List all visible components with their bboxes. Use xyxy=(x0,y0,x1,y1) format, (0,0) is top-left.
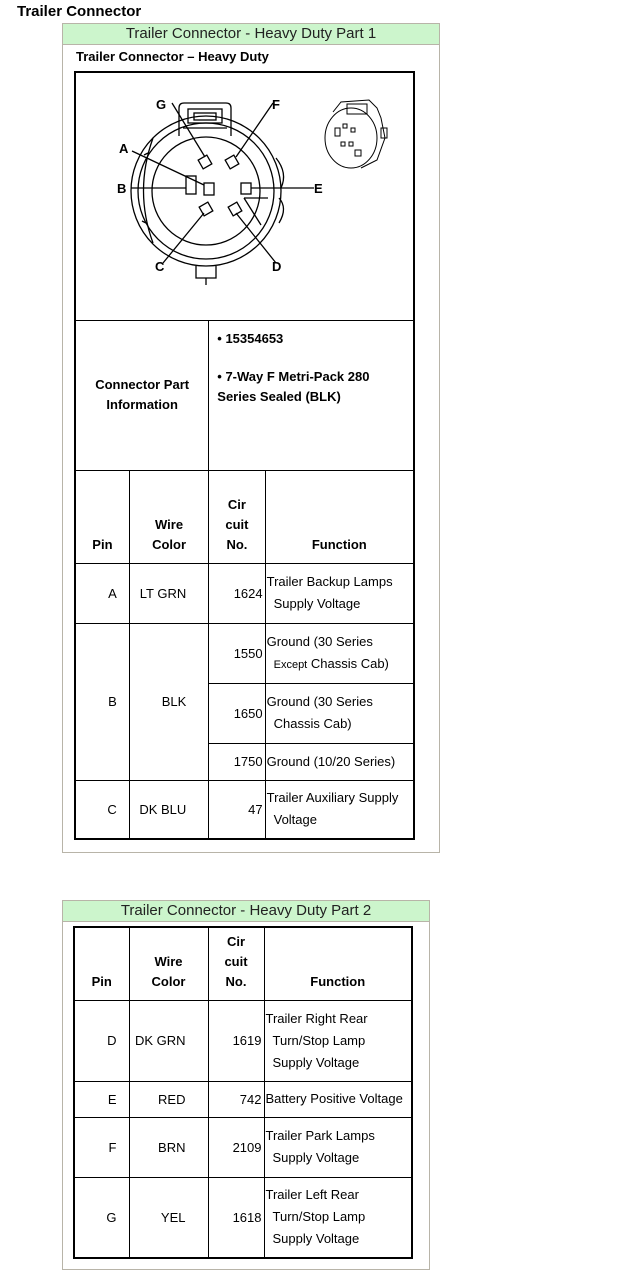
col-pin: Pin xyxy=(75,470,129,563)
function: Trailer Park Lamps Supply Voltage xyxy=(264,1117,412,1177)
col-wire-color: Wire Color xyxy=(129,927,208,1000)
function: Trailer Auxiliary Supply Voltage xyxy=(265,780,414,839)
pin-label-g: G xyxy=(156,97,167,113)
wire-color: DK GRN xyxy=(129,1000,208,1081)
part-description: • 7-Way F Metri-Pack 280 Series Sealed (BLK) xyxy=(217,368,370,404)
wire-color: LT GRN xyxy=(129,563,208,623)
circuit-no: 1550 xyxy=(209,623,265,683)
pin-label-f: F xyxy=(272,97,280,113)
function: Trailer Right Rear Turn/Stop Lamp Supply Voltage xyxy=(264,1000,412,1081)
function: Ground (30 Series Except Chassis Cab) xyxy=(265,623,414,683)
function: Battery Positive Voltage xyxy=(264,1081,412,1117)
col-function: Function xyxy=(264,927,412,1000)
circuit-no: 1618 xyxy=(208,1177,264,1258)
table-row xyxy=(75,563,414,623)
page-title: Trailer Connector xyxy=(17,3,142,20)
pin: F xyxy=(74,1117,129,1177)
part2-header: Trailer Connector - Heavy Duty Part 2 xyxy=(63,901,429,922)
part2-table xyxy=(73,926,413,1259)
wire-color: YEL xyxy=(129,1177,208,1258)
part1-subtitle: Trailer Connector – Heavy Duty xyxy=(76,49,269,64)
pin-label-b: B xyxy=(117,181,127,197)
connector-diagram-cell xyxy=(75,72,414,320)
pin: G xyxy=(74,1177,129,1258)
pin-label-a: A xyxy=(119,141,129,157)
wire-color: BRN xyxy=(129,1117,208,1177)
function: Ground (30 Series Chassis Cab) xyxy=(265,683,414,743)
pin-label-d: D xyxy=(272,259,282,275)
part1-panel xyxy=(62,23,440,853)
function: Ground (10/20 Series) xyxy=(265,743,414,780)
part2-panel xyxy=(62,900,430,1270)
function: Trailer Left Rear Turn/Stop Lamp Supply Voltage xyxy=(264,1177,412,1258)
table-row xyxy=(74,1081,412,1117)
circuit-no: 2109 xyxy=(208,1117,264,1177)
col-circuit: Cir cuit No. xyxy=(208,927,264,1000)
connector-face-diagram-icon xyxy=(76,73,413,319)
circuit-no: 1624 xyxy=(209,563,265,623)
table-row xyxy=(74,1117,412,1177)
circuit-no: 1750 xyxy=(209,743,265,780)
connector-info-label-text: Connector Part Information xyxy=(95,377,190,412)
table-header-row xyxy=(74,927,412,1000)
circuit-no: 1619 xyxy=(208,1000,264,1081)
pin: A xyxy=(75,563,129,623)
col-circuit: Cir cuit No. xyxy=(209,470,265,563)
pin: D xyxy=(74,1000,129,1081)
table-header-row xyxy=(75,470,414,563)
table-row xyxy=(75,623,414,683)
table-row xyxy=(74,1177,412,1258)
col-wire-color: Wire Color xyxy=(129,470,208,563)
col-function: Function xyxy=(265,470,414,563)
pin: B xyxy=(75,623,129,780)
circuit-no: 47 xyxy=(209,780,265,839)
table-row xyxy=(75,780,414,839)
circuit-no: 742 xyxy=(208,1081,264,1117)
col-pin: Pin xyxy=(74,927,129,1000)
pin-label-e: E xyxy=(314,181,323,197)
pin: C xyxy=(75,780,129,839)
pin-label-c: C xyxy=(155,259,165,275)
table-row xyxy=(74,1000,412,1081)
connector-info-label xyxy=(75,320,209,470)
circuit-no: 1650 xyxy=(209,683,265,743)
part-number: • 15354653 xyxy=(217,330,284,346)
pin: E xyxy=(74,1081,129,1117)
part1-table xyxy=(74,71,415,840)
part1-header: Trailer Connector - Heavy Duty Part 1 xyxy=(63,24,439,45)
connector-info-values xyxy=(209,320,414,470)
wire-color: RED xyxy=(129,1081,208,1117)
wire-color: DK BLU xyxy=(129,780,208,839)
function: Trailer Backup Lamps Supply Voltage xyxy=(265,563,414,623)
wire-color: BLK xyxy=(129,623,208,780)
